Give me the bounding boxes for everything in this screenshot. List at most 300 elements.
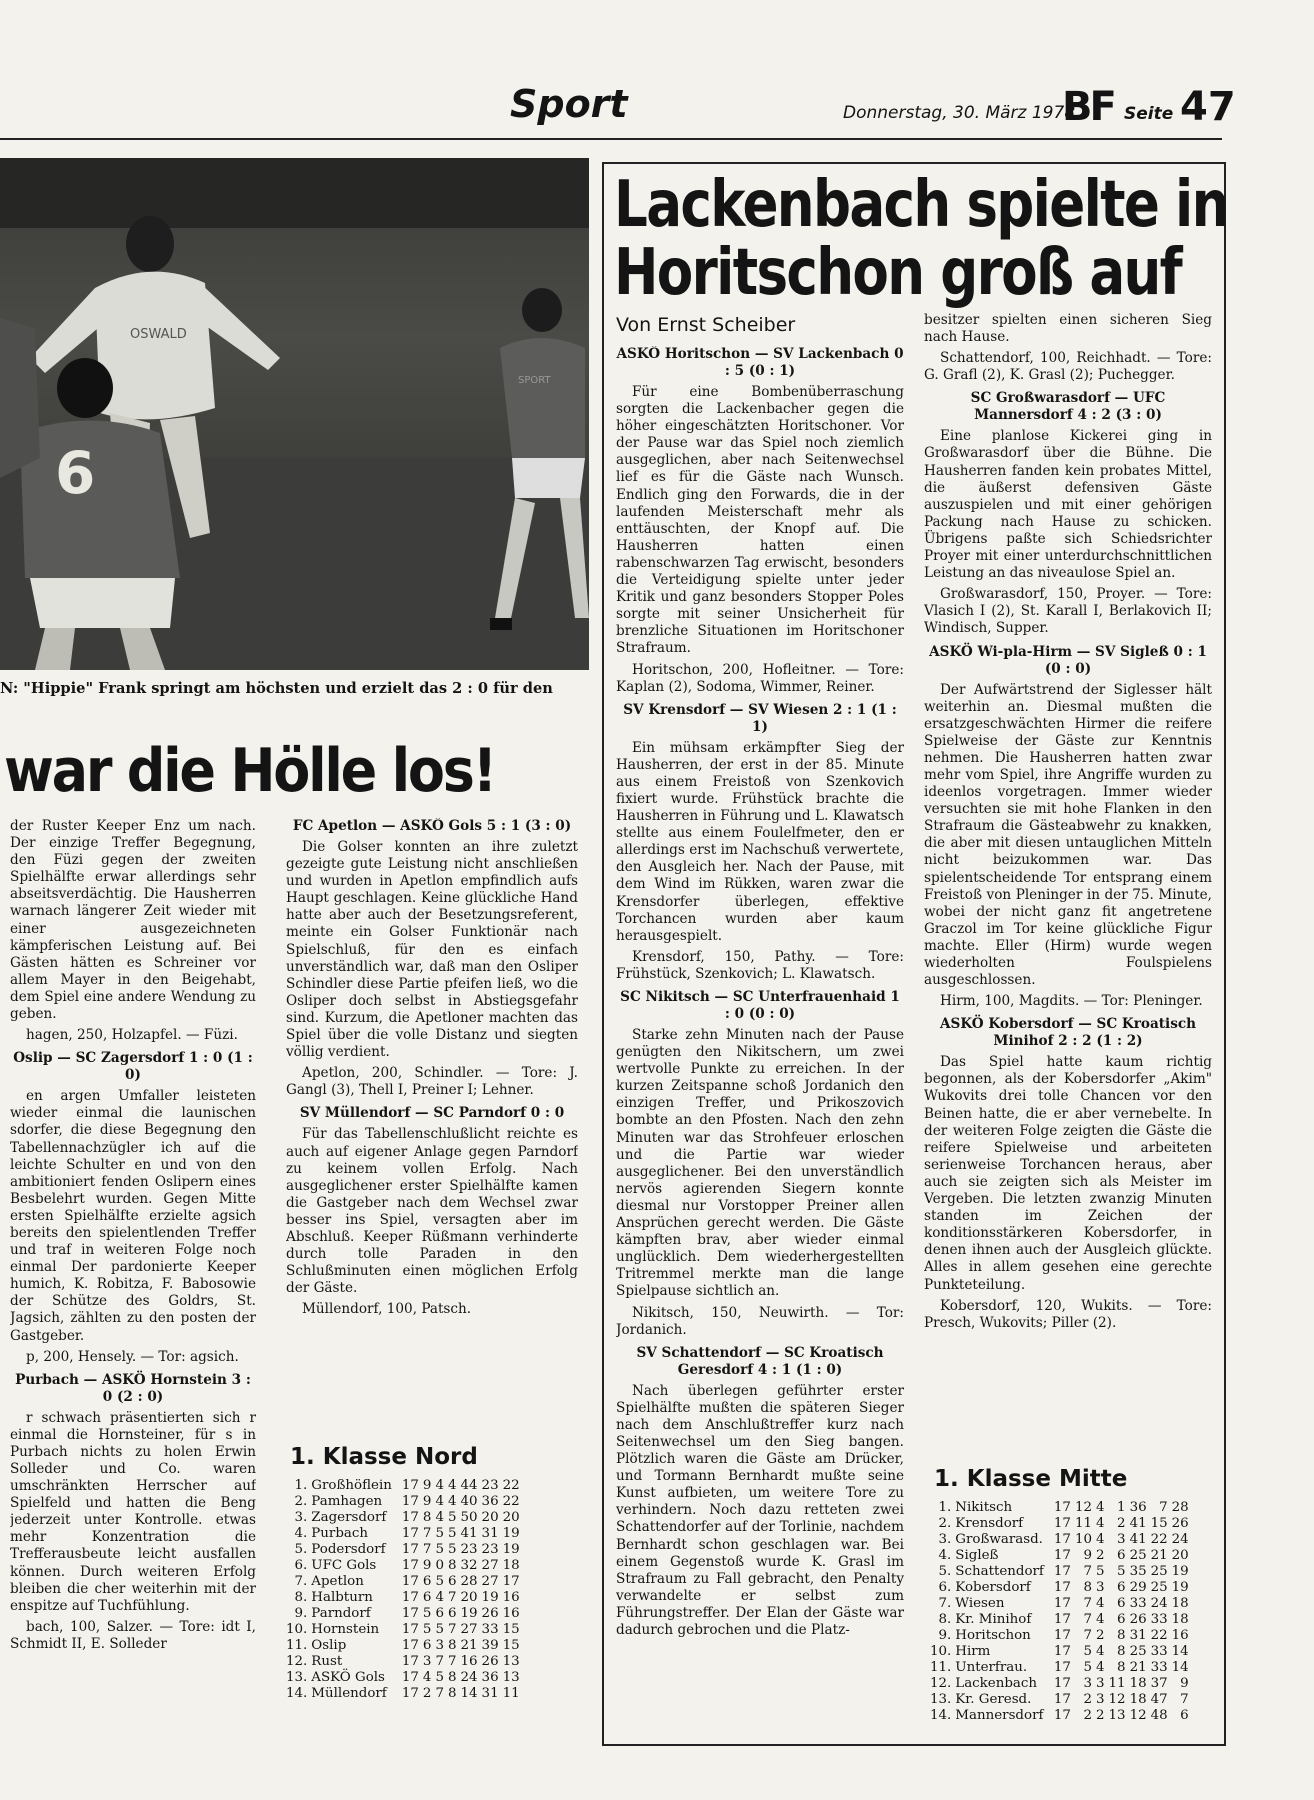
nord-standings-cell: 9. <box>294 1606 308 1621</box>
nord-standings-cell: 3. <box>294 1510 308 1525</box>
nord-standings-cell: 19 <box>502 1542 520 1557</box>
header-rule <box>0 138 1222 140</box>
nord-standings-cell: Parndorf <box>311 1606 371 1621</box>
nord-standings-cell: 20 <box>460 1590 478 1605</box>
nord-standings-cell: ASKÖ Gols <box>311 1670 385 1685</box>
mitte-standings-cell: 4 <box>1095 1596 1105 1611</box>
nord-standings-row <box>286 1494 524 1510</box>
nord-standings-cell: 13 <box>502 1654 520 1669</box>
nord-standings-cell: 6 <box>435 1606 444 1621</box>
result-nikitsch-unterfrauenhaid: Nikitsch, 150, Neuwirth. — Tor: Jordanich. <box>616 1304 904 1338</box>
mitte-standings-cell: Horitschon <box>955 1628 1031 1643</box>
result-grosswarasdorf-mannersdorf: Großwarasdorf, 150, Proyer. — Tore: Vlasich I (2), St. Karall I, Berlakovich II; Windisch, Supper. <box>924 586 1212 637</box>
mitte-standings-cell: Kr. Geresd. <box>955 1692 1032 1707</box>
mitte-standings-cell: 4 <box>1095 1500 1105 1515</box>
nord-standings-cell: 41 <box>460 1526 478 1541</box>
mitte-standings-cell: 7 <box>1083 1628 1092 1643</box>
nord-standings-cell: 4 <box>422 1670 432 1685</box>
nord-standings-cell: 17 <box>401 1686 419 1701</box>
mitte-standings-cell: 31 <box>1129 1628 1147 1643</box>
mitte-standings-cell: 11 <box>1108 1676 1126 1691</box>
col1-para-3: r schwach präsentierten sich r einmal die Hornsteiner, für s in Purbach nichts zu holen Erwin Solleder und Co. waren umschränkten Herrscher auf Spielfeld und hatten die Beng jederzeit unter Kontrolle. etwas mehr Konzentration die Trefferausbeute leicht ausfallen können. Durch weiteren Erfolg bleiben die cher weiterhin mit der enspitze auf Tuchfühlung. <box>10 1409 256 1614</box>
mitte-standings-cell: 25 <box>1150 1580 1168 1595</box>
mitte-standings-cell: 8 <box>1117 1644 1126 1659</box>
match-head-krensdorf-wiesen: SV Krensdorf — SV Wiesen 2 : 1 (1 : 1) <box>623 701 897 735</box>
nord-standings-cell: 26 <box>481 1606 499 1621</box>
mitte-standings-cell: 6 <box>1117 1596 1126 1611</box>
mitte-standings-cell: 17 <box>1053 1580 1071 1595</box>
mitte-standings-cell: Großwarasd. <box>955 1532 1043 1547</box>
nord-standings-cell: 5 <box>435 1622 444 1637</box>
nord-standings-cell: 4 <box>435 1494 444 1509</box>
mitte-standings-cell: 12. <box>930 1676 952 1691</box>
mitte-standings-cell: 7 <box>1180 1692 1189 1707</box>
mitte-standings-cell: 10. <box>930 1644 952 1659</box>
col1-match-head-purbach: Purbach — ASKÖ Hornstein 3 : 0 (2 : 0) <box>15 1371 251 1405</box>
nord-standings-row <box>286 1526 524 1542</box>
mitte-standings-cell: 14 <box>1171 1660 1189 1675</box>
mitte-standings-cell: 5 <box>1095 1564 1105 1579</box>
mitte-standings-cell: 21 <box>1129 1660 1147 1675</box>
nord-standings-cell: 23 <box>481 1542 499 1557</box>
nord-standings-cell: 1. <box>294 1478 308 1493</box>
nord-standings-cell: 23 <box>460 1542 478 1557</box>
nord-standings-cell: 7 <box>422 1542 432 1557</box>
league-mitte <box>930 1462 1220 1724</box>
mitte-standings-cell: 4 <box>1095 1644 1105 1659</box>
result-horitschon-lackenbach: Horitschon, 200, Hofleitner. — Tore: Kaplan (2), Sodoma, Wimmer, Reiner. <box>616 661 904 695</box>
mitte-standings-cell: 22 <box>1150 1532 1168 1547</box>
caption-text: "Hippie" Frank springt am höchsten und erzielt das 2 : 0 für den <box>23 680 553 697</box>
main-headline-line-2: Horitschon groß auf <box>614 236 1182 310</box>
mitte-standings-cell: 4. <box>938 1548 952 1563</box>
mitte-standings-cell: 47 <box>1150 1692 1168 1707</box>
nord-standings-cell: 32 <box>460 1558 478 1573</box>
nord-standings-row <box>286 1542 524 1558</box>
nord-standings-cell: Hornstein <box>311 1622 380 1637</box>
photo-caption <box>0 680 592 697</box>
nord-standings-cell: 13 <box>502 1670 520 1685</box>
match-head-hirm-sigless: ASKÖ Wi-pla-Hirm — SV Sigleß 0 : 1 (0 : 0) <box>929 643 1207 677</box>
nord-standings-cell: 7 <box>422 1526 432 1541</box>
mitte-standings-cell: 25 <box>1129 1644 1147 1659</box>
nord-standings-cell: 9 <box>422 1494 432 1509</box>
report-kobersdorf-minihof: Das Spiel hatte kaum richtig begonnen, als der Kobersdorfer „Akim" Wukovits drei tolle Chancen vor den Beinen hatte, die er aber vernebelte. In der weiteren Folge zeigten die Gäste die reifere Spielweise und arbeiteten serienweise Torchancen heraus, aber auch sie zeigten sich als Meister im Vergeben. Die letzten zwanzig Minuten standen im Zeichen der konditionsstärkeren Kobersdorfer, in denen ihnen auch der Ausgleich glückte. Alles in allem gesehen eine gerechte Punkteteilung. <box>924 1054 1212 1293</box>
report-grosswarasdorf-mannersdorf: Eine planlose Kickerei ging in Großwarasdorf über die Bühne. Die Hausherren fanden kein probates Mittel, die äußerst defensiven Gäste auszuspielen und mit einer gehörigen Packung nach Hause zu schicken. Übrigens paßte sich Schiedsrichter Proyer mit einer unterdurchschnittlichen Leistung an das niveaulose Spiel an. <box>924 428 1212 582</box>
nord-standings-row <box>286 1654 524 1670</box>
mitte-standings-row <box>930 1676 1193 1692</box>
nord-standings-cell: Zagersdorf <box>311 1510 387 1525</box>
nord-standings-cell: 16 <box>502 1606 520 1621</box>
mitte-standings-cell: 22 <box>1150 1628 1168 1643</box>
match-head-kobersdorf-minihof: ASKÖ Kobersdorf — SC Kroatisch Minihof 2 : 2 (1 : 2) <box>939 1016 1197 1050</box>
mitte-standings-cell: 19 <box>1171 1580 1189 1595</box>
nord-standings-row <box>286 1606 524 1622</box>
nord-standings-cell: 27 <box>481 1574 499 1589</box>
mitte-standings-cell: 17 <box>1053 1612 1071 1627</box>
mitte-standings-cell: Mannersdorf <box>955 1708 1044 1723</box>
report-schattendorf-geresdorf: Nach überlegen geführter erster Spielhälfte mußten die späteren Sieger nach dem Anschlußtreffer kurz nach Seitenwechsel um den Sieg bangen. Plötzlich waren die Gäste am Drücker, und Tormann Bernhardt mußte seine Kunst aufbieten, um weitere Tore zu verhindern. Noch dazu retteten zwei Schattendorfer auf der Torlinie, nachdem Bernhardt schon geschlagen war. Bei einem Gegenstoß wurde K. Grasl im Strafraum zu Fall gebracht, den Penalty verwandelte er selbst zum Führungstreffer. Der Elan der Gäste war dadurch gebrochen und die Platz- <box>616 1382 904 1638</box>
nord-standings-cell: 14 <box>460 1686 478 1701</box>
nord-standings-cell: 5 <box>435 1574 444 1589</box>
mitte-standings-cell: 26 <box>1171 1516 1189 1531</box>
mitte-standings-cell: 17 <box>1053 1628 1071 1643</box>
nord-standings-cell: 17 <box>401 1574 419 1589</box>
mitte-standings-cell: 41 <box>1129 1516 1147 1531</box>
mitte-standings-cell: 17 <box>1053 1532 1071 1547</box>
result-muellendorf-parndorf: Müllendorf, 100, Patsch. <box>302 1301 472 1318</box>
nord-standings-cell: 16 <box>460 1654 478 1669</box>
nord-standings-cell: Rust <box>311 1654 343 1669</box>
nord-standings-cell: 6 <box>422 1638 432 1653</box>
col1-result-2: p, 200, Hensely. — Tor: agsich. <box>26 1348 239 1365</box>
nord-standings-cell: 16 <box>502 1590 520 1605</box>
mitte-standings-cell: 17 <box>1053 1500 1071 1515</box>
mitte-standings-cell: 3 <box>1117 1532 1126 1547</box>
nord-standings-cell: 14. <box>286 1686 308 1701</box>
mitte-standings-cell: 6 <box>1117 1612 1126 1627</box>
nord-standings-cell: 17 <box>401 1558 419 1573</box>
section-title: Sport <box>510 82 628 126</box>
nord-standings-cell: 6 <box>422 1590 432 1605</box>
mitte-standings-cell: 1 <box>1117 1500 1126 1515</box>
mitte-standings-cell: 4 <box>1095 1660 1105 1675</box>
nord-standings-cell: 28 <box>460 1574 478 1589</box>
nord-standings-cell: 22 <box>502 1478 520 1493</box>
mitte-standings-cell: 6 <box>1117 1548 1126 1563</box>
mitte-standings-cell: 17 <box>1053 1708 1071 1723</box>
mitte-standings-cell: 24 <box>1150 1596 1168 1611</box>
issue-date: Donnerstag, 30. März 1978 <box>843 103 1076 123</box>
mitte-standings-cell: 2 <box>1095 1708 1105 1723</box>
mitte-standings-row <box>930 1532 1193 1548</box>
nord-standings-cell: 17 <box>401 1494 419 1509</box>
report-muellendorf-parndorf: Für das Tabellenschlußlicht reichte es auch auf eigener Anlage gegen Parndorf zu keinem vollen Erfolg. Nach ausgeglichener erster Spielhälfte kamen die Gastgeber nach dem Wechsel zwar besser ins Spiel, versagten aber im Abschluß. Keeper Rüßmann verhinderte durch tolle Paraden in den Schlußminuten einen möglichen Erfolg der Gäste. <box>286 1126 578 1297</box>
nord-standings-cell: 40 <box>460 1494 478 1509</box>
nord-standings-cell: 5 <box>422 1606 432 1621</box>
caption-prefix: N: <box>0 680 24 697</box>
nord-standings-cell: 3 <box>422 1654 432 1669</box>
mitte-standings-cell: 33 <box>1150 1612 1168 1627</box>
match-head-nikitsch-unterfrauenhaid: SC Nikitsch — SC Unterfrauenhaid 1 : 0 (0 : 0) <box>620 989 900 1022</box>
nord-standings-cell: 0 <box>435 1558 444 1573</box>
nord-standings-cell: 7 <box>435 1654 444 1669</box>
nord-standings-cell: Pamhagen <box>311 1494 383 1509</box>
nord-standings-cell: 4 <box>435 1510 444 1525</box>
nord-standings-cell: 17 <box>502 1574 520 1589</box>
nord-standings-row <box>286 1590 524 1606</box>
league-mitte-table <box>930 1500 1193 1724</box>
nord-standings-cell: 27 <box>460 1622 478 1637</box>
mitte-standings-cell: Sigleß <box>955 1548 999 1563</box>
nord-standings-cell: 4 <box>435 1478 444 1493</box>
mitte-standings-cell: 18 <box>1129 1676 1147 1691</box>
mitte-standings-cell: 33 <box>1129 1596 1147 1611</box>
svg-text:6: 6 <box>55 439 96 507</box>
mitte-standings-cell: 8 <box>1117 1628 1126 1643</box>
mitte-standings-cell: 17 <box>1053 1644 1071 1659</box>
mitte-standings-cell: Wiesen <box>955 1596 1005 1611</box>
mitte-standings-cell: 17 <box>1053 1564 1071 1579</box>
mitte-standings-cell: 21 <box>1150 1548 1168 1563</box>
nord-standings-cell: 33 <box>481 1622 499 1637</box>
nord-standings-cell: 2. <box>294 1494 308 1509</box>
nord-standings-cell: 7 <box>447 1590 457 1605</box>
nord-standings-cell: 15 <box>502 1622 520 1637</box>
svg-text:OSWALD: OSWALD <box>130 327 187 342</box>
column-2 <box>286 818 578 1450</box>
nord-standings-row <box>286 1574 524 1590</box>
mitte-standings-cell: 36 <box>1129 1500 1147 1515</box>
mitte-standings-cell: 14 <box>1171 1644 1189 1659</box>
nord-standings-cell: 39 <box>481 1638 499 1653</box>
nord-standings-cell: 15 <box>502 1638 520 1653</box>
svg-text:SPORT: SPORT <box>518 375 551 386</box>
league-nord-table <box>286 1478 524 1702</box>
mitte-standings-cell: 2 <box>1083 1708 1092 1723</box>
nord-standings-row <box>286 1558 524 1574</box>
nord-standings-cell: 44 <box>460 1478 478 1493</box>
mitte-standings-row <box>930 1660 1193 1676</box>
nord-standings-cell: 17 <box>401 1510 419 1525</box>
mitte-standings-cell: Krensdorf <box>955 1516 1024 1531</box>
mitte-standings-cell: 35 <box>1129 1564 1147 1579</box>
mitte-standings-row <box>930 1500 1193 1516</box>
nord-standings-cell: 7 <box>447 1622 457 1637</box>
nord-standings-cell: 10. <box>286 1622 308 1637</box>
mitte-standings-cell: 5 <box>1083 1644 1092 1659</box>
football-scene-image <box>0 158 589 670</box>
nord-standings-cell: 5 <box>435 1542 444 1557</box>
nord-standings-row <box>286 1686 524 1702</box>
mitte-standings-row <box>930 1596 1193 1612</box>
mitte-standings-cell: 13 <box>1108 1708 1126 1723</box>
nord-standings-cell: 5 <box>447 1526 457 1541</box>
nord-standings-cell: 8. <box>294 1590 308 1605</box>
nord-standings-cell: 8 <box>447 1558 457 1573</box>
nord-standings-row <box>286 1622 524 1638</box>
col1-result-3: bach, 100, Salzer. — Tore: idt I, Schmidt II, E. Solleder <box>10 1618 256 1652</box>
nord-standings-cell: 6 <box>447 1574 457 1589</box>
mitte-standings-cell: 18 <box>1129 1692 1147 1707</box>
report-apetlon-gols: Die Golser konnten an ihre zuletzt gezeigte gute Leistung nicht anschließen und wurden in Apetlon empfindlich aufs Haupt geschlagen. Keine glückliche Hand hatte aber auch der Besetzungsreferent, meinte ein Golser Funktionär nach Spielschluß, für den es einfach unverständlich war, daß man den Osliper Schindler diese Partie pfeifen ließ, wo die Osliper doch selbst in Abstiegsgefahr sind. Kurzum, die Apetloner machten das Spiel über die volle Distanz und siegten völlig verdient. <box>286 839 578 1061</box>
report-krensdorf-wiesen: Ein mühsam erkämpfter Sieg der Hausherren, der erst in der 85. Minute aus einem Freistoß von Szenkovich fixiert wurde. Frühstück brachte die Hausherren in Führung und L. Klawatsch stellte aus einem Foulelfmeter, den er allerdings erst im Nachschuß verwertete, den Ausgleich her. Nach der Pause, mit dem Wind im Rükken, waren zwar die Krensdorfer überlegen, effektive Torchancen wurden aber kaum herausgespielt. <box>616 739 904 944</box>
nord-standings-cell: 19 <box>502 1526 520 1541</box>
mitte-standings-cell: 3 <box>1095 1692 1105 1707</box>
nord-standings-cell: 4 <box>447 1494 457 1509</box>
nord-standings-cell: 20 <box>481 1510 499 1525</box>
mitte-standings-cell: 5 <box>1117 1564 1126 1579</box>
nord-standings-cell: Purbach <box>311 1526 369 1541</box>
match-head-apetlon-gols: FC Apetlon — ASKÖ Gols 5 : 1 (3 : 0) <box>292 818 572 834</box>
main-headline-line-1: Lackenbach spielte in <box>614 168 1228 242</box>
col1-result-1: hagen, 250, Holzapfel. — Füzi. <box>26 1027 238 1044</box>
mitte-standings-cell: 15 <box>1150 1516 1168 1531</box>
mitte-standings-cell: 5. <box>938 1564 952 1579</box>
mitte-standings-cell: 3 <box>1095 1580 1105 1595</box>
nord-standings-row <box>286 1510 524 1526</box>
nord-standings-cell: 18 <box>502 1558 520 1573</box>
result-apetlon-gols: Apetlon, 200, Schindler. — Tore: J. Gangl (3), Thell I, Preiner I; Lehner. <box>286 1065 578 1099</box>
mitte-standings-cell: 25 <box>1129 1548 1147 1563</box>
byline: Von Ernst Scheiber <box>616 314 796 336</box>
mitte-standings-cell: 3 <box>1095 1676 1105 1691</box>
mitte-standings-cell: 33 <box>1150 1644 1168 1659</box>
result-krensdorf-wiesen: Krensdorf, 150, Pathy. — Tore: Frühstück, Szenkovich; L. Klawatsch. <box>616 948 904 982</box>
mitte-standings-cell: 9 <box>1083 1548 1092 1563</box>
nord-standings-cell: 4. <box>294 1526 308 1541</box>
mitte-standings-cell: 20 <box>1171 1548 1189 1563</box>
mitte-standings-cell: 11. <box>930 1660 952 1675</box>
mitte-standings-cell: 33 <box>1150 1660 1168 1675</box>
nord-standings-cell: 36 <box>481 1670 499 1685</box>
mitte-standings-cell: 12 <box>1129 1708 1147 1723</box>
nord-standings-cell: 17 <box>401 1590 419 1605</box>
nord-standings-cell: 6. <box>294 1558 308 1573</box>
mitte-standings-cell: Schattendorf <box>955 1564 1044 1579</box>
mitte-standings-cell: Hirm <box>955 1644 991 1659</box>
nord-standings-cell: Oslip <box>311 1638 347 1653</box>
page-label: Seite <box>1124 104 1174 124</box>
mitte-standings-cell: 17 <box>1053 1548 1071 1563</box>
mitte-standings-cell: Lackenbach <box>955 1676 1038 1691</box>
nord-standings-cell: 11. <box>286 1638 308 1653</box>
mitte-standings-cell: 4 <box>1095 1516 1105 1531</box>
result-kobersdorf-minihof: Kobersdorf, 120, Wukits. — Tore: Presch, Wukovits; Piller (2). <box>924 1297 1212 1331</box>
nord-standings-cell: 50 <box>460 1510 478 1525</box>
mitte-standings-cell: 29 <box>1129 1580 1147 1595</box>
nord-standings-cell: 9 <box>422 1478 432 1493</box>
column-1 <box>10 818 256 1750</box>
nord-standings-cell: 31 <box>481 1526 499 1541</box>
nord-standings-row <box>286 1478 524 1494</box>
league-mitte-title: 1. Klasse Mitte <box>934 1466 1128 1492</box>
mitte-standings-cell: 4 <box>1095 1532 1105 1547</box>
nord-standings-cell: 27 <box>481 1558 499 1573</box>
mitte-standings-cell: Kobersdorf <box>955 1580 1031 1595</box>
mitte-standings-row <box>930 1548 1193 1564</box>
nord-standings-cell: 5 <box>447 1510 457 1525</box>
col1-match-head-oslip: Oslip — SC Zagersdorf 1 : 0 (1 : 0) <box>13 1050 253 1084</box>
league-nord <box>286 1440 586 1702</box>
mitte-standings-cell: 17 <box>1053 1676 1071 1691</box>
mitte-standings-cell: 18 <box>1171 1612 1189 1627</box>
mitte-standings-cell: 14. <box>930 1708 952 1723</box>
mitte-standings-cell: 2 <box>1083 1692 1092 1707</box>
column-3 <box>616 346 904 1730</box>
nord-standings-cell: 17 <box>401 1654 419 1669</box>
mitte-standings-cell: 18 <box>1171 1596 1189 1611</box>
result-hirm-sigless: Hirm, 100, Magdits. — Tor: Pleninger. <box>940 993 1203 1010</box>
mitte-standings-cell: 6. <box>938 1580 952 1595</box>
mitte-standings-cell: 10 <box>1074 1532 1092 1547</box>
result-schattendorf-geresdorf: Schattendorf, 100, Reichhadt. — Tore: G. Grafl (2), K. Grasl (2); Puchegger. <box>924 350 1212 384</box>
mitte-standings-cell: Kr. Minihof <box>955 1612 1032 1627</box>
nord-standings-cell: 8 <box>422 1510 432 1525</box>
nord-standings-cell: 17 <box>401 1606 419 1621</box>
nord-standings-cell: Podersdorf <box>311 1542 386 1557</box>
mitte-standings-cell: 8 <box>1083 1580 1092 1595</box>
nord-standings-cell: 17 <box>401 1638 419 1653</box>
left-headline: war die Hölle los! <box>4 736 495 806</box>
nord-standings-cell: 5. <box>294 1542 308 1557</box>
mitte-standings-row <box>930 1580 1193 1596</box>
mitte-standings-cell: 2 <box>1095 1628 1105 1643</box>
mitte-standings-cell: 7 <box>1083 1612 1092 1627</box>
paper-logo: BF <box>1062 84 1114 130</box>
mitte-standings-cell: 6 <box>1180 1708 1189 1723</box>
mitte-standings-cell: 3. <box>938 1532 952 1547</box>
nord-standings-cell: 23 <box>481 1478 499 1493</box>
mitte-standings-cell: 2 <box>1117 1516 1126 1531</box>
col1-para-1: der Ruster Keeper Enz um nach. Der einzige Treffer Begegnung, den Füzi gegen der zweiten Spielhälfte erwar allerdings sehr abseitsverdächtig. Die Hausherren warnach längerer Zeit wieder mit einer ausgezeichneten kämpferischen Leistung auf. Bei Gästen hätten es Schreiner vor allem Mayer in den Beigehabt, dem Spiel eine andere Wendung zu geben. <box>10 818 256 1023</box>
nord-standings-cell: 5 <box>422 1622 432 1637</box>
mitte-standings-cell: 17 <box>1053 1516 1071 1531</box>
nord-standings-cell: 17 <box>401 1542 419 1557</box>
nord-standings-row <box>286 1670 524 1686</box>
nord-standings-cell: 12. <box>286 1654 308 1669</box>
mitte-standings-cell: 25 <box>1150 1564 1168 1579</box>
league-nord-title: 1. Klasse Nord <box>290 1444 478 1470</box>
mitte-standings-row <box>930 1612 1193 1628</box>
nord-standings-cell: 17 <box>401 1478 419 1493</box>
mitte-standings-cell: 8 <box>1117 1660 1126 1675</box>
nord-standings-cell: Apetlon <box>311 1574 364 1589</box>
mitte-standings-cell: 1. <box>938 1500 952 1515</box>
mitte-standings-row <box>930 1644 1193 1660</box>
mitte-standings-row <box>930 1564 1193 1580</box>
nord-standings-cell: 11 <box>502 1686 520 1701</box>
mitte-standings-cell: 7 <box>1159 1500 1168 1515</box>
nord-standings-cell: 13. <box>286 1670 308 1685</box>
mitte-standings-cell: 7. <box>938 1596 952 1611</box>
nord-standings-cell: 5 <box>435 1526 444 1541</box>
mitte-standings-cell: 12 <box>1108 1692 1126 1707</box>
nord-standings-cell: 6 <box>447 1606 457 1621</box>
nord-standings-cell: 7 <box>447 1654 457 1669</box>
nord-standings-cell: 26 <box>481 1654 499 1669</box>
nord-standings-cell: 17 <box>401 1622 419 1637</box>
mitte-standings-row <box>930 1708 1193 1724</box>
mitte-standings-cell: 26 <box>1129 1612 1147 1627</box>
nord-standings-cell: 36 <box>481 1494 499 1509</box>
mitte-standings-cell: 28 <box>1171 1500 1189 1515</box>
column-4 <box>924 312 1212 1440</box>
nord-standings-cell: 22 <box>502 1494 520 1509</box>
mitte-standings-cell: Unterfrau. <box>955 1660 1028 1675</box>
mitte-standings-cell: 41 <box>1129 1532 1147 1547</box>
page-number: 47 <box>1180 84 1236 130</box>
mitte-standings-cell: 16 <box>1171 1628 1189 1643</box>
mitte-standings-cell: 12 <box>1074 1500 1092 1515</box>
report-nikitsch-unterfrauenhaid: Starke zehn Minuten nach der Pause genügten den Nikitschern, um zwei wertvolle Punkte zu erreichen. In der kurzen Zeitspanne schoß Jordanich den einzigen Treffer, und Prikoszovich bombte an den Pfosten. Nach den zehn Minuten war das Strohfeuer erloschen und die Partie war wieder ausgeglichener. Bei den unverständlich nervös agierenden Siegern konnte diesmal nur Vorstopper Preiner allen Ansprüchen gerecht werden. Die Gäste kämpften brav, aber wieder einmal unglücklich. Dem wiederhergestellten Tritremmel merkte man die lange Spielpause sichtlich an. <box>616 1027 904 1300</box>
report-horitschon-lackenbach: Für eine Bombenüberraschung sorgten die Lackenbacher gegen die höher eingeschätzten Horitschoner. Vor der Pause war das Spiel noch ziemlich ausgeglichen, aber nach Seitenwechsel lief es für die Gäste nach Wunsch. Endlich ging den Forwards, die in der laufenden Meisterschaft mehr als enttäuschten, der Knopf auf. Die Hausherren hatten einen rabenschwarzen Tag erwischt, besonders die Verteidigung spielte unter jeder Kritik und ganz besonders Stopper Poles sorgte mit seiner Unsicherheit für brenzliche Situationen im Horitschoner Strafraum. <box>616 384 904 657</box>
nord-standings-cell: 3 <box>435 1638 444 1653</box>
nord-standings-cell: 6 <box>422 1574 432 1589</box>
nord-standings-cell: 5 <box>447 1542 457 1557</box>
match-head-horitschon-lackenbach: ASKÖ Horitschon — SV Lackenbach 0 : 5 (0 : 1) <box>616 346 904 379</box>
nord-standings-cell: 8 <box>447 1670 457 1685</box>
nord-standings-cell: 9 <box>422 1558 432 1573</box>
nord-standings-cell: 5 <box>435 1670 444 1685</box>
mitte-standings-cell: 2. <box>938 1516 952 1531</box>
nord-standings-cell: 7. <box>294 1574 308 1589</box>
mitte-standings-cell: 6 <box>1117 1580 1126 1595</box>
mitte-standings-cell: 37 <box>1150 1676 1168 1691</box>
mitte-standings-cell: 8. <box>938 1612 952 1627</box>
mitte-standings-row <box>930 1692 1193 1708</box>
nord-standings-cell: 7 <box>435 1686 444 1701</box>
